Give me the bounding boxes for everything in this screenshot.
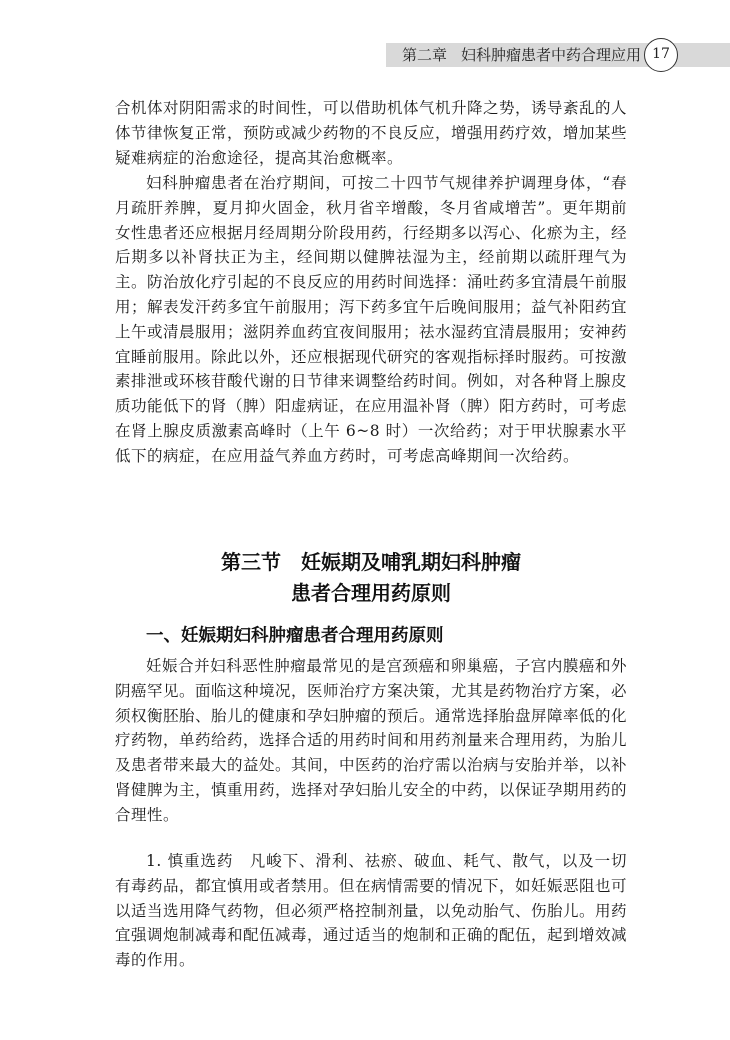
paragraph-pregnancy-overview: 妊娠合并妇科恶性肿瘤最常见的是宫颈癌和卵巢癌，子宫内膜癌和外阴癌罕见。面临这种境况，医师治疗方案决策，尤其是药物治疗方案，必须权衡胚胎、胎儿的健康和孕妇肿瘤的预后。通常选择胎盘屏障率低的化疗药物，单药给药，选择合适的用药时间和用药剂量来合理用药，为胎儿及患者带来最大的益处。其间，中医药的治疗需以治病与安胎并举，以补肾健脾为主，慎重用药，选择对孕妇胎儿安全的中药，以保证孕期用药的合理性。 bbox=[115, 657, 628, 824]
section-title-line1: 第三节 妊娠期及哺乳期妇科肿瘤 bbox=[221, 550, 521, 574]
paragraph-seasonal-medication: 妇科肿瘤患者在治疗期间，可按二十四节气规律养护调理身体，“春月疏肝养脾，夏月抑火固金，秋月省辛增酸，冬月省咸增苦”。更年期前女性患者还应根据月经周期分阶段用药，行经期多以泻心、化瘀为主，经后期多以补肾扶正为主，经间期以健脾祛湿为主，经前期以疏肝理气为主。防治放化疗引起的不良反应的用药时间选择：涌吐药多宜清晨午前服用；解表发汗药多宜午前服用；泻下药多宜午后晚间服用；益气补阳药宜上午或清晨服用；滋阴养血药宜夜间服用；祛水湿药宜清晨服用；安神药宜睡前服用。除此以外，还应根据现代研究的客观指标择时服药。可按激素排泄或环核苷酸代谢的日节律来调整给药时间。例如，对各种肾上腺皮质功能低下的肾（脾）阳虚病证，在应用温补肾（脾）阳方药时，可考虑在肾上腺皮质激素高峰时（上午 6~8 时）一次给药；对于甲状腺素水平低下的病症，在应用益气养血方药时，可考虑高峰期间一次给药。 bbox=[115, 174, 628, 465]
page-number: 17 bbox=[644, 38, 678, 72]
running-head bbox=[402, 45, 641, 65]
paragraph-careful-drug-selection: 1. 慎重选药 凡峻下、滑利、祛瘀、破血、耗气、散气，以及一切有毒药品，都宜慎用或者禁用。但在病情需要的情况下，如妊娠恶阻也可以适当选用降气药物，但必须严格控制剂量，以免动胎气、伤胎儿。用药宜强调炮制减毒和配伍减毒，通过适当的炮制和正确的配伍，起到增效减毒的作用。 bbox=[115, 852, 628, 970]
chapter-title: 妇科肿瘤患者中药合理应用 bbox=[461, 46, 642, 64]
chapter-number: 第二章 bbox=[402, 46, 448, 64]
subsection-title: 一、妊娠期妇科肿瘤患者合理用药原则 bbox=[146, 626, 444, 646]
paragraph-continuation: 合机体对阴阳需求的时间性，可以借助机体气机升降之势，诱导紊乱的人体节律恢复正常，预防或减少药物的不良反应，增强用药疗效，增加某些疑难病症的治愈途径，提高其治愈概率。 bbox=[115, 99, 628, 167]
section-title-line2: 患者合理用药原则 bbox=[291, 581, 451, 605]
